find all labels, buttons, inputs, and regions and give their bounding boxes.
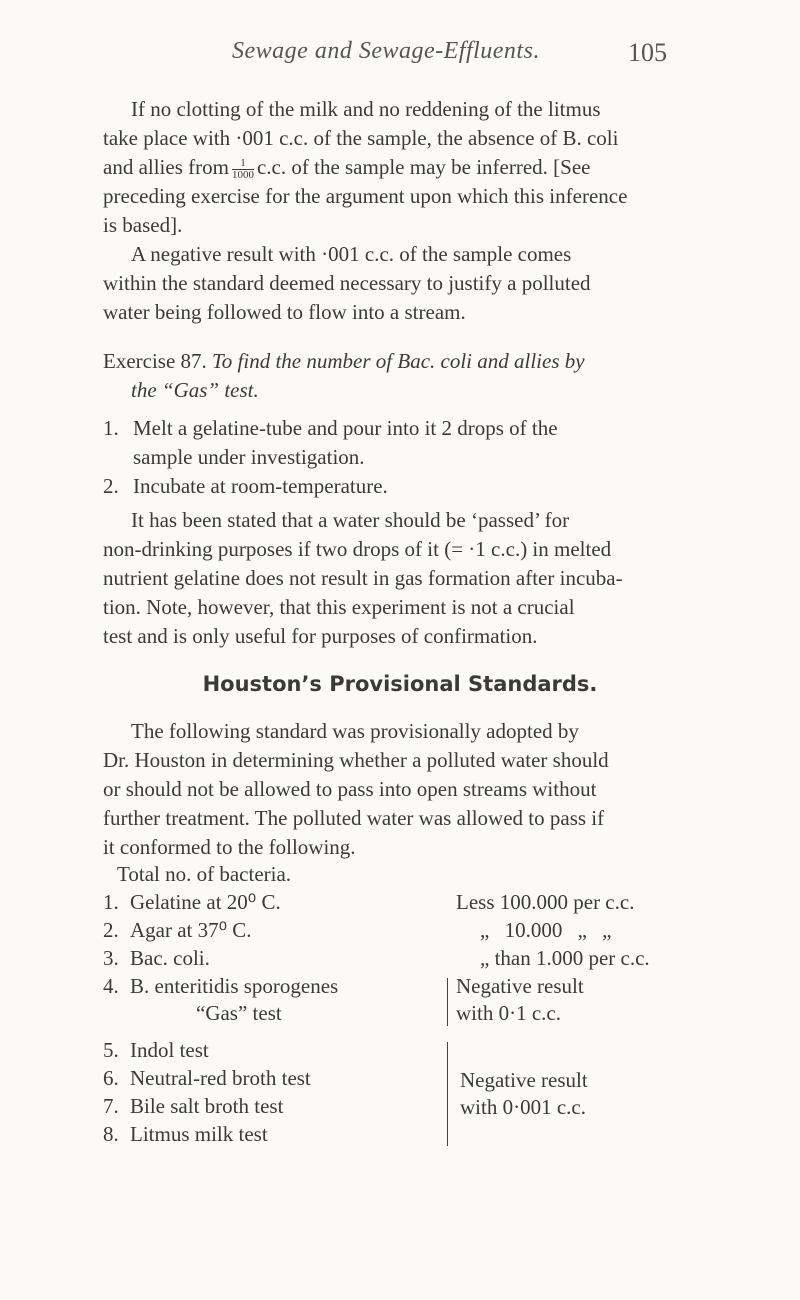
standard-number: 4. — [103, 974, 119, 998]
standard-limit: „ 10.000 „ „ — [480, 918, 612, 942]
paragraph-1 — [103, 95, 735, 240]
standard-number: 2. — [103, 918, 119, 942]
text-segment: and allies from — [103, 155, 229, 179]
standard-number: 1. — [103, 890, 119, 914]
paragraph-3 — [103, 506, 735, 651]
group-limit: Negative result — [460, 1068, 588, 1092]
text-line: If no clotting of the milk and no reddening of the litmus — [131, 97, 601, 121]
text-line: tion. Note, however, that this experiment is not a crucial — [103, 595, 575, 619]
standard-test: Neutral-red broth test — [130, 1066, 311, 1090]
standard-number: 3. — [103, 946, 119, 970]
standard-limit: Negative result — [456, 974, 584, 998]
exercise-steps — [103, 414, 735, 501]
list-number: 2. — [103, 474, 119, 498]
standard-limit: Less 100.000 per c.c. — [456, 890, 635, 914]
standard-test: Bile salt broth test — [130, 1094, 284, 1118]
exercise-title-cont: the “Gas” test. — [131, 378, 259, 402]
text-line: A negative result with ·001 c.c. of the sample comes — [131, 242, 572, 266]
standard-number: 5. — [103, 1038, 119, 1062]
text-line: water being followed to flow into a stream. — [103, 300, 466, 324]
list-text: Melt a gelatine-tube and pour into it 2 drops of the — [133, 416, 558, 440]
list-text: Incubate at room-temperature. — [133, 474, 388, 498]
text-line: nutrient gelatine does not result in gas formation after incuba- — [103, 566, 623, 590]
standard-test: Litmus milk test — [130, 1122, 268, 1146]
exercise-heading — [103, 347, 735, 405]
paragraph-2 — [103, 240, 735, 327]
text-line: It has been stated that a water should be ‘passed’ for — [131, 508, 570, 532]
text-line: it conformed to the following. — [103, 835, 356, 859]
text-line: non-drinking purposes if two drops of it (= ·1 c.c.) in melted — [103, 537, 612, 561]
running-header — [0, 38, 800, 78]
section-heading: Houston’s Provisional Standards. — [202, 672, 598, 696]
standard-limit: „ than 1.000 per c.c. — [480, 946, 650, 970]
text-line — [103, 376, 735, 405]
text-line: preceding exercise for the argument upon which this inference — [103, 184, 628, 208]
paragraph-4 — [103, 717, 735, 862]
list-item — [103, 472, 735, 501]
standard-test-cont: “Gas” test — [196, 1001, 282, 1025]
standard-test: B. enteritidis sporogenes — [130, 974, 339, 998]
list-item — [103, 414, 735, 443]
fraction-denominator: 1000 — [231, 168, 254, 181]
text-line: test and is only useful for purposes of confirmation. — [103, 624, 538, 648]
text-line-with-fraction — [103, 153, 735, 182]
standard-number: 8. — [103, 1122, 119, 1146]
brace — [447, 978, 448, 1026]
standard-test: Bac. coli. — [130, 946, 210, 970]
exercise-label: Exercise 87. — [103, 349, 207, 373]
running-title: Sewage and Sewage-Effluents. — [232, 38, 540, 64]
text-line: The following standard was provisionally adopted by — [131, 719, 579, 743]
text-line: take place with ·001 c.c. of the sample, the absence of B. coli — [103, 126, 619, 150]
text-line: is based]. — [103, 213, 183, 237]
text-line: further treatment. The polluted water was allowed to pass if — [103, 806, 605, 830]
page-number: 105 — [628, 38, 667, 67]
text-line: within the standard deemed necessary to justify a polluted — [103, 271, 591, 295]
text-line — [103, 347, 735, 376]
standard-test: Gelatine at 20⁰ C. — [130, 890, 281, 914]
table-intro: Total no. of bacteria. — [117, 862, 292, 886]
standard-limit-cont: with 0·1 c.c. — [456, 1001, 561, 1025]
standard-number: 6. — [103, 1066, 119, 1090]
text-line: Dr. Houston in determining whether a polluted water should — [103, 748, 609, 772]
standard-test: Indol test — [130, 1038, 209, 1062]
group-limit-cont: with 0·001 c.c. — [460, 1095, 586, 1119]
standard-test: Agar at 37⁰ C. — [130, 918, 252, 942]
exercise-title: To find the number of Bac. coli and allies by — [212, 349, 585, 373]
list-item-cont: sample under investigation. — [133, 445, 365, 469]
fraction — [232, 158, 254, 181]
text-segment: c.c. of the sample may be inferred. [See — [256, 155, 591, 179]
standard-number: 7. — [103, 1094, 119, 1118]
text-line: or should not be allowed to pass into open streams without — [103, 777, 597, 801]
list-number: 1. — [103, 416, 119, 440]
fraction-numerator: 1 — [240, 156, 246, 169]
brace — [447, 1042, 448, 1146]
